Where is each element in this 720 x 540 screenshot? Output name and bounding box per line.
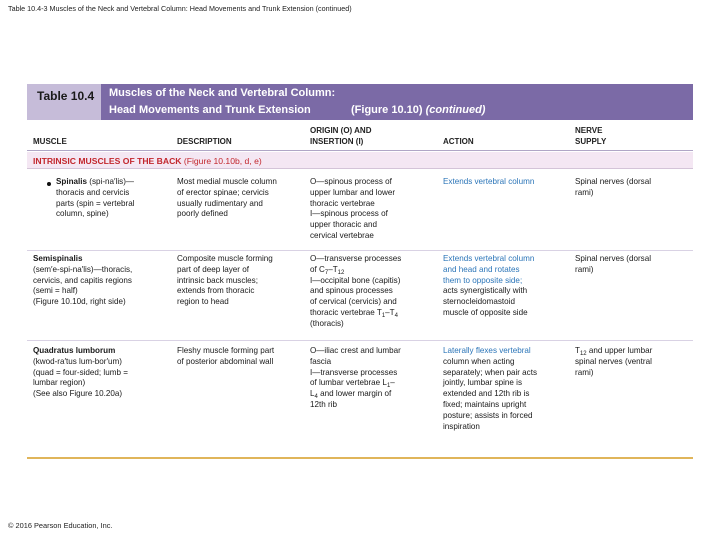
nerve-text: T <box>575 346 580 355</box>
origin-text: L <box>310 389 315 399</box>
origin-line: upper lumbar and lower <box>310 187 396 197</box>
action-line: posture; assists in forced <box>443 410 533 420</box>
col-head-nerve-line2: SUPPLY <box>575 136 607 146</box>
nerve-line: rami) <box>575 264 594 274</box>
nerve-subscript: 12 <box>579 351 587 357</box>
action-line: and head and rotates <box>443 264 520 274</box>
muscle-pronunciation: (spi-na′lis)— <box>87 177 134 186</box>
table-title-line2: Head Movements and Trunk Extension <box>109 104 311 116</box>
origin-line: O—iliac crest and lumbar <box>310 346 401 355</box>
description-line: usually rudimentary and <box>177 198 263 208</box>
origin-text: – <box>390 378 395 388</box>
description-line: region to head <box>177 297 229 307</box>
table-row-spinalis-muscle <box>56 177 135 220</box>
origin-line: thoracic vertebrae <box>310 198 375 208</box>
nerve-line: Spinal nerves (dorsal <box>575 177 652 186</box>
section-title <box>33 156 262 166</box>
muscle-detail: lumbar region) <box>33 378 86 388</box>
table-number: Table 10.4 <box>37 89 95 103</box>
table-row-spinalis-origin <box>310 177 395 242</box>
table-row-quadratus-description <box>177 346 274 368</box>
action-line: extended and 12th rib is <box>443 389 530 399</box>
col-head-action: ACTION <box>443 137 474 146</box>
action-line: separately; when pair acts <box>443 367 538 377</box>
description-line: Composite muscle forming <box>177 254 273 263</box>
action-line: fixed; maintains upright <box>443 399 527 409</box>
insertion-line <box>310 378 401 389</box>
action-line: Laterally flexes vertebral <box>443 346 531 355</box>
description-line: of erector spinae; cervicis <box>177 187 269 197</box>
muscle-name: Spinalis <box>56 177 88 186</box>
nerve-line: rami) <box>575 187 594 197</box>
origin-subscript: 1 <box>381 312 386 319</box>
insertion-line: cervical vertebrae <box>310 230 374 240</box>
origin-text: of lumbar vertebrae L <box>310 378 387 388</box>
table-row-semispinalis-action <box>443 254 534 319</box>
table-number-label <box>27 84 101 120</box>
action-line: Extends vertebral column <box>443 254 535 263</box>
action-line: column when acting <box>443 356 515 366</box>
insertion-line: of cervical (cervicis) and <box>310 297 397 307</box>
table-row-spinalis-nerve <box>575 177 651 199</box>
origin-text: thoracic vertebrae T <box>310 307 382 317</box>
insertion-line: I—transverse processes <box>310 367 398 377</box>
muscle-detail: thoracis and cervicis <box>56 187 130 197</box>
table-row-quadratus-origin <box>310 346 401 411</box>
copyright-notice: © 2016 Pearson Education, Inc. <box>8 521 113 530</box>
header-divider <box>27 150 693 151</box>
table-row-semispinalis-origin <box>310 254 401 330</box>
muscle-detail: (sem′e-spi-na′lis)—thoracis, <box>33 264 133 274</box>
description-line: Fleshy muscle forming part <box>177 346 275 355</box>
description-line: Most medial muscle column <box>177 177 277 186</box>
nerve-line: rami) <box>575 367 594 377</box>
origin-subscript: 1 <box>386 383 391 390</box>
action-line: Extends vertebral column <box>443 177 535 186</box>
action-line: muscle of opposite side <box>443 307 528 317</box>
insertion-line: upper thoracic and <box>310 220 378 230</box>
muscle-detail: (quad = four-sided; lumb = <box>33 367 128 377</box>
col-head-nerve <box>575 126 606 147</box>
muscle-figure-ref: (See also Figure 10.20a) <box>33 389 123 399</box>
origin-subscript: 4 <box>394 312 398 319</box>
origin-subscript: 4 <box>314 394 318 401</box>
muscle-figure-ref: (Figure 10.10d, right side) <box>33 297 126 307</box>
nerve-line: spinal nerves (ventral <box>575 356 652 366</box>
nerve-line: Spinal nerves (dorsal <box>575 254 652 263</box>
col-head-muscle: MUSCLE <box>33 137 67 146</box>
insertion-line: I—spinous process of <box>310 209 388 219</box>
section-name: INTRINSIC MUSCLES OF THE BACK <box>33 156 182 166</box>
origin-text: –T <box>385 307 395 317</box>
origin-subscript: 7 <box>324 269 329 276</box>
insertion-line <box>310 389 401 400</box>
bullet-icon <box>47 182 51 186</box>
table-bottom-rule <box>27 457 693 459</box>
origin-line: O—transverse processes <box>310 254 402 263</box>
col-head-nerve-line1: NERVE <box>575 126 603 135</box>
col-head-origin-line2: INSERTION (I) <box>310 136 364 146</box>
origin-line: O—spinous process of <box>310 177 392 186</box>
insertion-line: and spinous processes <box>310 286 393 296</box>
col-head-description: DESCRIPTION <box>177 137 232 146</box>
figure-ref: (Figure 10.10) <box>351 104 423 116</box>
description-line: of posterior abdominal wall <box>177 356 274 366</box>
nerve-text: and upper lumbar <box>586 346 653 355</box>
row-divider <box>27 340 693 341</box>
continued-label: (continued) <box>425 104 486 116</box>
table-row-spinalis-description <box>177 177 277 220</box>
table-row-semispinalis-description <box>177 254 273 308</box>
muscle-detail: (semi = half) <box>33 286 78 296</box>
table-row-spinalis-action <box>443 177 534 188</box>
origin-text: –T <box>328 264 338 274</box>
description-line: poorly defined <box>177 209 228 219</box>
action-line: them to opposite side; <box>443 275 523 285</box>
row-divider <box>27 250 693 251</box>
table-row-semispinalis-muscle <box>33 254 132 308</box>
action-line: inspiration <box>443 421 480 431</box>
insertion-line: (thoracis) <box>310 318 344 328</box>
table-row-quadratus-action <box>443 346 537 432</box>
action-line: sternocleidomastoid <box>443 297 515 307</box>
action-line: jointly, lumbar spine is <box>443 378 523 388</box>
table-figure-ref <box>351 104 485 116</box>
origin-text: of C <box>310 264 325 274</box>
slide-title: Table 10.4-3 Muscles of the Neck and Vertebral Column: Head Movements and Trunk Extension (continued) <box>8 4 352 13</box>
table-row-semispinalis-nerve <box>575 254 651 276</box>
origin-line: fascia <box>310 356 332 366</box>
table-header <box>27 84 693 120</box>
description-line: extends from thoracic <box>177 286 255 296</box>
origin-subscript: 12 <box>337 269 345 276</box>
muscle-name: Quadratus lumborum <box>33 346 116 355</box>
col-head-origin <box>310 126 371 147</box>
action-line: acts synergistically with <box>443 286 528 296</box>
table-row-quadratus-muscle <box>33 346 128 400</box>
origin-text: and lower margin of <box>317 389 392 399</box>
col-head-origin-line1: ORIGIN (O) AND <box>310 126 372 135</box>
muscle-detail: cervicis, and capitis regions <box>33 275 132 285</box>
description-line: part of deep layer of <box>177 264 249 274</box>
insertion-line: 12th rib <box>310 399 337 409</box>
origin-line <box>310 265 401 276</box>
muscle-detail: column, spine) <box>56 209 109 219</box>
description-line: intrinsic back muscles; <box>177 275 258 285</box>
muscle-detail: (kwod-ra′tus lum-bor′um) <box>33 356 122 366</box>
section-figure-ref: (Figure 10.10b, d, e) <box>183 156 262 166</box>
table-row-quadratus-nerve <box>575 346 652 378</box>
muscle-detail: parts (spin = vertebral <box>56 198 135 208</box>
nerve-line <box>575 346 652 357</box>
table-title-line1: Muscles of the Neck and Vertebral Column: <box>109 87 336 99</box>
muscle-name: Semispinalis <box>33 254 83 263</box>
insertion-line: I—occipital bone (capitis) <box>310 275 401 285</box>
muscle-table <box>27 84 693 460</box>
insertion-line <box>310 308 401 319</box>
